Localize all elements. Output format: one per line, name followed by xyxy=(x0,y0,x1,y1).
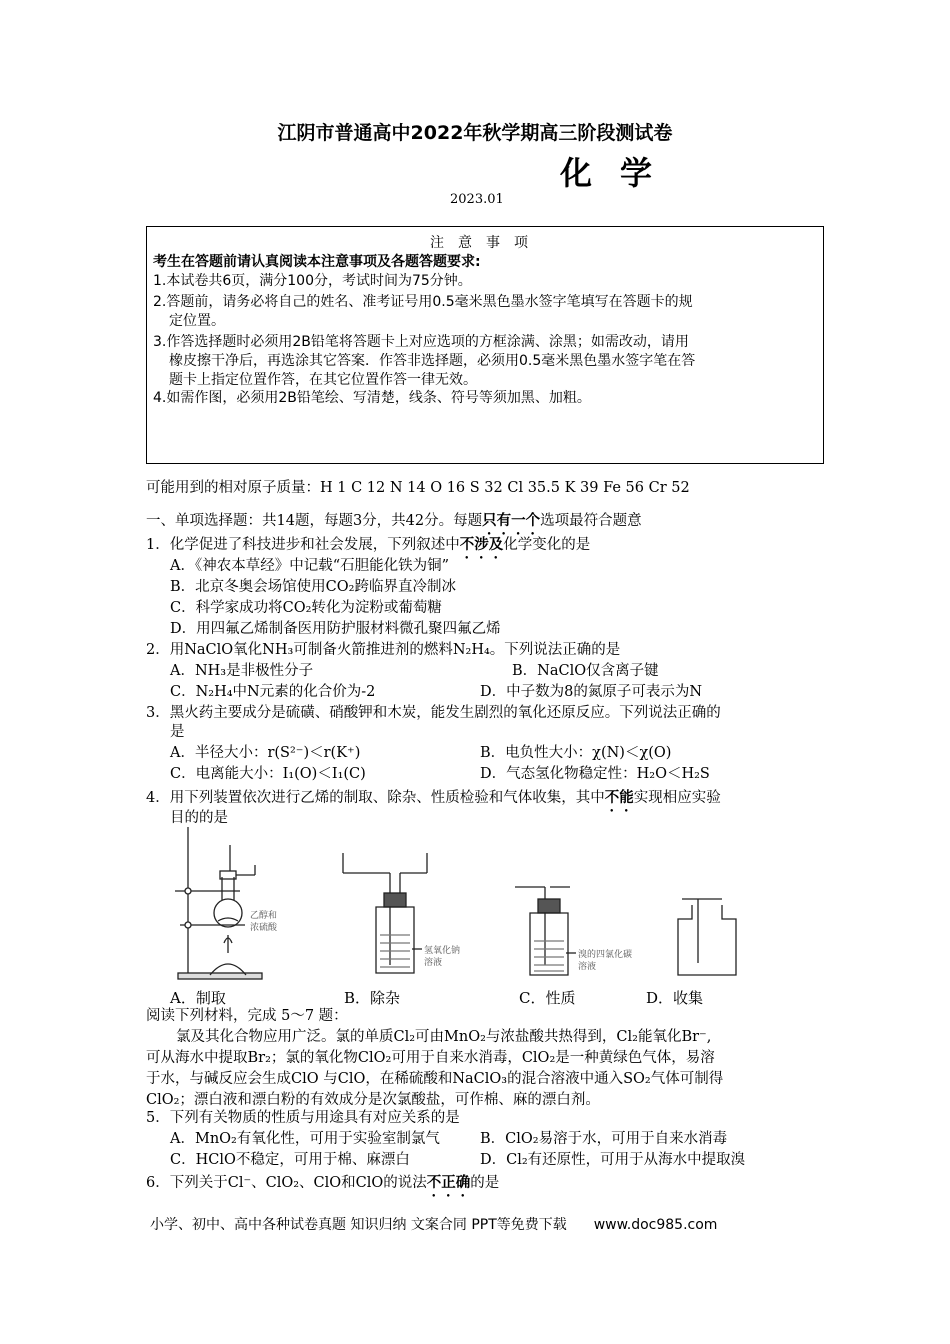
q2-option-d: D．中子数为8的氮原子可表示为N xyxy=(480,684,703,700)
q2-stem: 2．用NaClO氧化NH₃可制备火箭推进剂的燃料N₂H₄。下列说法正确的是 xyxy=(146,642,621,658)
q4-stem-text: 4．用下列装置依次进行乙烯的制取、除杂、性质检验和气体收集，其中 xyxy=(146,790,605,806)
q1-option-d: D．用四氟乙烯制备医用防护服材料微孔聚四氟乙烯 xyxy=(170,621,501,637)
q4-stem-line2: 目的的是 xyxy=(170,810,228,826)
apparatus-b-bottle xyxy=(343,853,427,973)
q3-option-a: A．半径大小：r(S²⁻)＜r(K⁺) xyxy=(170,745,361,761)
apparatus-a-stand xyxy=(175,827,262,979)
q3-stem-line1: 3．黑火药主要成分是硫磺、硝酸钾和木炭，能发生剧烈的氧化还原反应。下列说法正确的 xyxy=(146,705,721,721)
q6-stem-text: 的是 xyxy=(470,1175,500,1191)
notice-item: 1.本试卷共6页，满分100分，考试时间为75分钟。 xyxy=(153,273,472,289)
section-heading xyxy=(146,511,642,538)
q6-stem-text: 6．下列关于Cl⁻、ClO₂、ClO和ClO的说法 xyxy=(146,1175,427,1191)
q4-caption-c: C．性质 xyxy=(519,989,576,1007)
q1-option-a: A．《神农本草经》中记载“石胆能化铁为铜” xyxy=(170,558,450,574)
q4-stem-line1 xyxy=(146,788,721,815)
q3-option-d: D．气态氢化物稳定性：H₂O＜H₂S xyxy=(480,766,710,782)
reading-line: 可从海水中提取Br₂；氯的氧化物ClO₂可用于自来水消毒，ClO₂是一种黄绿色气体，易溶 xyxy=(146,1050,715,1066)
q1-option-c: C．科学家成功将CO₂转化为淀粉或葡萄糖 xyxy=(170,600,442,616)
q2-option-c: C．N₂H₄中N元素的化合价为-2 xyxy=(170,684,376,700)
q5-option-c: C．HClO不稳定，可用于棉、麻漂白 xyxy=(170,1152,410,1168)
notice-item: 2.答题前，请务必将自己的姓名、准考证号用0.5毫米黑色墨水签字笔填写在答题卡的规 xyxy=(153,294,693,310)
notice-item: 4.如需作图，必须用2B铅笔绘、写清楚，线条、符号等须加黑、加粗。 xyxy=(153,390,591,406)
footer xyxy=(150,1214,717,1234)
q6-stem xyxy=(146,1173,499,1200)
footer-link[interactable]: www.doc985.com xyxy=(593,1217,718,1233)
footer-text: 小学、初中、高中各种试卷真题 知识归纳 文案合同 PPT等免费下载 xyxy=(150,1217,567,1233)
reading-line: ClO₂；漂白液和漂白粉的有效成分是次氯酸盐，可作棉、麻的漂白剂。 xyxy=(146,1092,600,1108)
q6-stem-emphasis: 不正确 xyxy=(426,1174,471,1191)
reading-line: 于水，与碱反应会生成ClO 与ClO，在稀硫酸和NaClO₃的混合溶液中通入SO₂气体可制得 xyxy=(146,1071,724,1087)
section-heading-text: 选项最符合题意 xyxy=(540,513,642,529)
q2-option-b: B．NaClO仅含离子键 xyxy=(512,663,659,679)
notice-item: 橡皮擦干净后，再选涂其它答案．作答非选择题，必须用0.5毫米黑色墨水签字笔在答 xyxy=(169,353,696,369)
q1-stem-text: 化学变化的是 xyxy=(503,537,591,553)
notice-title: 注意事项 xyxy=(430,235,542,251)
q3-option-b: B．电负性大小：χ(N)＜χ(O) xyxy=(480,745,672,761)
label-c-line1: 溴的四氯化碳 xyxy=(578,950,633,960)
q3-option-c: C．电离能大小：I₁(O)＜I₁(C) xyxy=(170,766,366,782)
q5-option-d: D．Cl₂有还原性，可用于从海水中提取溴 xyxy=(480,1152,746,1168)
q4-stem-text: 实现相应实验 xyxy=(633,790,721,806)
q2-option-a: A．NH₃是非极性分子 xyxy=(170,663,314,679)
subject-title: 化学 xyxy=(560,154,681,192)
q5-option-b: B．ClO₂易溶于水，可用于自来水消毒 xyxy=(480,1131,728,1147)
label-c-line2: 溶液 xyxy=(578,962,597,972)
exam-date: 2023.01 xyxy=(450,192,504,207)
label-b-line2: 溶液 xyxy=(424,958,443,968)
q1-option-b: B．北京冬奥会场馆使用CO₂跨临界直冷制冰 xyxy=(170,579,456,595)
apparatus-d-bottle xyxy=(678,899,736,975)
q5-option-a: A．MnO₂有氧化性，可用于实验室制氯气 xyxy=(170,1131,440,1147)
notice-item: 定位置。 xyxy=(169,313,225,329)
reading-line: 氯及其化合物应用广泛。氯的单质Cl₂可由MnO₂与浓盐酸共热得到，Cl₂能氧化Br⁻, xyxy=(176,1029,712,1045)
q4-apparatus-figure xyxy=(150,825,760,985)
q4-caption-d: D．收集 xyxy=(646,989,704,1007)
label-a-line2: 浓硫酸 xyxy=(250,923,278,933)
label-a-line1: 乙醇和 xyxy=(250,911,278,921)
q4-caption-a: A．制取 xyxy=(170,989,226,1007)
section-heading-text: 一、单项选择题：共14题，每题3分，共42分。每题 xyxy=(146,513,483,529)
q1-stem-text: 1．化学促进了科技进步和社会发展，下列叙述中 xyxy=(146,537,460,553)
exam-title: 江阴市普通高中2022年秋学期高三阶段测试卷 xyxy=(277,122,673,144)
label-b-line1: 氢氧化钠 xyxy=(424,946,461,956)
q3-stem-line2: 是 xyxy=(170,724,185,740)
notice-lead: 考生在答题前请认真阅读本注意事项及各题答题要求: xyxy=(153,254,481,270)
q1-stem-emphasis: 不涉及 xyxy=(459,536,504,553)
q4-caption-b: B．除杂 xyxy=(344,989,401,1007)
notice-item: 题卡上指定位置作答，在其它位置作答一律无效。 xyxy=(169,372,477,388)
atomic-mass-line: 可能用到的相对原子质量：H 1 C 12 N 14 O 16 S 32 Cl 35.5 K 39 Fe 56 Cr 52 xyxy=(146,480,690,496)
q5-stem: 5．下列有关物质的性质与用途具有对应关系的是 xyxy=(146,1110,460,1126)
notice-box xyxy=(146,226,824,464)
q4-stem-emphasis: 不能 xyxy=(604,789,634,806)
apparatus-c-bottle xyxy=(515,887,576,975)
reading-intro: 阅读下列材料，完成 5～7 题： xyxy=(146,1008,348,1024)
section-heading-emphasis: 只有一个 xyxy=(482,512,541,529)
notice-item: 3.作答选择题时必须用2B铅笔将答题卡上对应选项的方框涂满、涂黑；如需改动，请用 xyxy=(153,334,689,350)
